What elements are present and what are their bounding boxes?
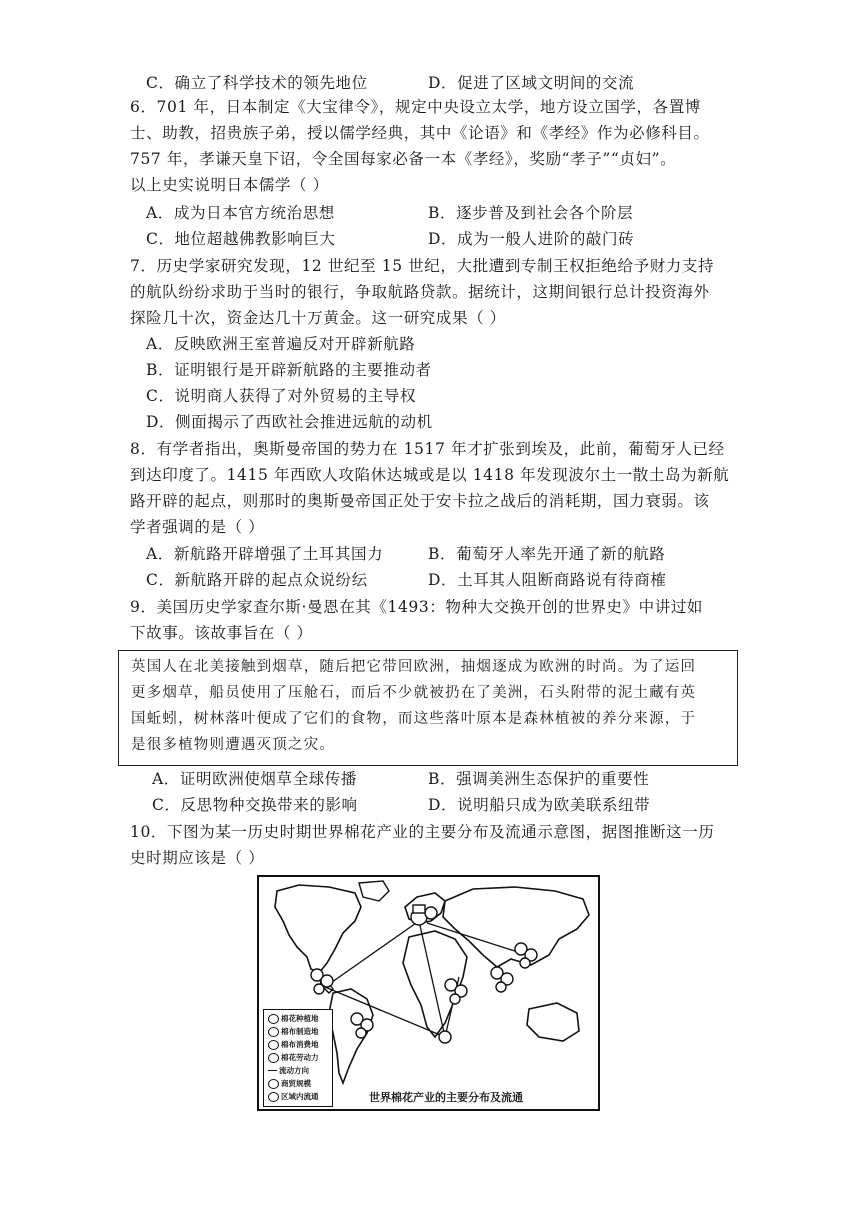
map-caption: 世界棉花产业的主要分布及流通 (369, 1091, 523, 1104)
q9-material-line-4: 是很多植物则遭遇灭顶之灾。 (131, 737, 336, 753)
q6-stem-line-2: 士、助教，招贵族子弟，授以儒学经典，其中《论语》和《孝经》作为必修科目。 (130, 124, 710, 142)
q6-option-d[interactable]: D．成为一般人进阶的敲门砖 (428, 230, 635, 248)
legend-label-4: 棉花劳动力 (281, 1053, 319, 1062)
q7-stem-line-2: 的航队纷纷求助于当时的银行，争取航路贷款。据统计，这期间银行总计投资海外 (130, 283, 710, 301)
q9-stem-line-2: 下故事。该故事旨在（ ） (130, 624, 313, 642)
marker-africa-south (439, 1031, 451, 1043)
q8-stem-line-1: 8．有学者指出，奥斯曼帝国的势力在 1517 年才扩张到埃及，此前，葡萄牙人已经 (130, 440, 725, 458)
q10-stem-line-2: 史时期应该是（ ） (130, 849, 265, 867)
flow-europe-asia (427, 923, 521, 953)
marker-north-america (311, 969, 333, 994)
q6-stem-line-3: 757 年，孝谦天皇下诏，令全国每家必备一本《孝经》，奖励“孝子”“贞妇”。 (130, 150, 677, 168)
legend-item-4 (268, 1053, 319, 1063)
q9-material-line-3: 国蚯蚓，树林落叶便成了它们的食物，而这些落叶原本是森林植被的养分来源，于 (131, 711, 697, 727)
q9-material-line-2: 更多烟草，船员使用了压舱石，而后不少就被扔在了美洲，石头附带的泥土藏有英 (131, 685, 697, 701)
q6-stem-line-1: 6．701 年，日本制定《大宝律令》，规定中央设立太学，地方设立国学，各置博 (130, 98, 701, 116)
trade-scale-icon (268, 1079, 279, 1089)
labor-icon (268, 1053, 279, 1063)
q7-option-b[interactable]: B．证明银行是开辟新航路的主要推动者 (146, 361, 432, 379)
marker-india (491, 967, 513, 992)
q8-stem-line-3: 路开辟的起点，则那时的奥斯曼帝国正处于安卡拉之战后的消耗期，国力衰弱。该 (130, 492, 710, 510)
q7-stem-line-3: 探险几十次，资金达几十万黄金。这一研究成果（ ） (130, 309, 506, 327)
cotton-world-map (257, 875, 600, 1111)
cotton-plant-icon (268, 1014, 279, 1024)
q9-option-b[interactable]: B．强调美洲生态保护的重要性 (428, 770, 650, 788)
q9-option-c[interactable]: C．反思物种交换带来的影响 (152, 796, 358, 814)
legend-item-2 (268, 1027, 319, 1037)
australia-outline (527, 1003, 579, 1041)
consumer-icon (268, 1040, 279, 1050)
q5-option-d[interactable]: D．促进了区域文明间的交流 (428, 74, 635, 92)
q8-option-d[interactable]: D．土耳其人阻断商路说有待商榷 (428, 571, 667, 589)
q8-stem-line-4: 学者强调的是（ ） (130, 518, 265, 536)
q8-option-a[interactable]: A．新航路开辟增强了土耳其国力 (146, 545, 384, 563)
q6-option-c[interactable]: C．地位超越佛教影响巨大 (146, 230, 336, 248)
q5-option-c[interactable]: C．确立了科学技术的领先地位 (146, 74, 368, 92)
q8-option-b[interactable]: B．葡萄牙人率先开通了新的航路 (428, 545, 666, 563)
flow-europe-africa (419, 921, 445, 1037)
q8-stem-line-2: 到达印度了。1415 年西欧人攻陷休达城或是以 1418 年发现波尔土一散土岛为新航 (130, 466, 730, 484)
flow-direction-icon (268, 1070, 277, 1072)
legend-item-7 (268, 1092, 319, 1102)
q9-option-a[interactable]: A．证明欧洲使烟草全球传播 (152, 770, 357, 788)
legend-label-1: 棉花种植地 (281, 1014, 319, 1023)
q6-option-a[interactable]: A．成为日本官方统治思想 (146, 204, 335, 222)
q7-option-d[interactable]: D．侧面揭示了西欧社会推进远航的动机 (146, 413, 433, 431)
north-america-outline (275, 885, 361, 973)
legend-item-5 (268, 1066, 309, 1075)
q7-option-c[interactable]: C．说明商人获得了对外贸易的主导权 (146, 387, 417, 405)
marker-europe (411, 905, 437, 925)
map-legend (263, 1009, 333, 1107)
regional-flow-icon (268, 1092, 279, 1102)
legend-label-3: 棉布消费地 (281, 1040, 319, 1049)
q6-stem-line-4: 以上史实说明日本儒学（ ） (130, 176, 329, 194)
q9-stem-line-1: 9．美国历史学家查尔斯·曼恩在其《1493：物种大交换开创的世界史》中讲过如 (130, 598, 704, 616)
legend-label-2: 棉布制造地 (281, 1027, 319, 1036)
q9-material-line-1: 英国人在北美接触到烟草，随后把它带回欧洲，抽烟逐成为欧洲的时尚。为了运回 (131, 659, 697, 675)
legend-item-1 (268, 1014, 319, 1024)
q7-option-a[interactable]: A．反映欧洲王室普遍反对开辟新航路 (146, 335, 416, 353)
cloth-factory-icon (268, 1027, 279, 1037)
south-america-outline (329, 989, 373, 1083)
q8-option-c[interactable]: C．新航路开辟的起点众说纷纭 (146, 571, 368, 589)
legend-label-5: 流动方向 (279, 1066, 309, 1075)
legend-item-3 (268, 1040, 319, 1050)
marker-south-america (351, 1013, 373, 1038)
marker-west-africa (445, 979, 467, 1004)
greenland-outline (359, 881, 389, 901)
flow-americas-africa (325, 987, 445, 1037)
q9-option-d[interactable]: D．说明船只成为欧美联系纽带 (428, 796, 651, 814)
q6-option-b[interactable]: B．逐步普及到社会各个阶层 (428, 204, 634, 222)
q9-material-box (118, 650, 738, 766)
legend-item-6 (268, 1079, 311, 1089)
legend-label-7: 区域内流通 (281, 1092, 319, 1101)
legend-label-6: 商贸规模 (281, 1079, 311, 1088)
q10-stem-line-1: 10．下图为某一历史时期世界棉花产业的主要分布及流通示意图，据图推断这一历 (130, 823, 715, 841)
q7-stem-line-1: 7．历史学家研究发现，12 世纪至 15 世纪，大批遭到专制王权拒绝给予财力支持 (130, 257, 715, 275)
